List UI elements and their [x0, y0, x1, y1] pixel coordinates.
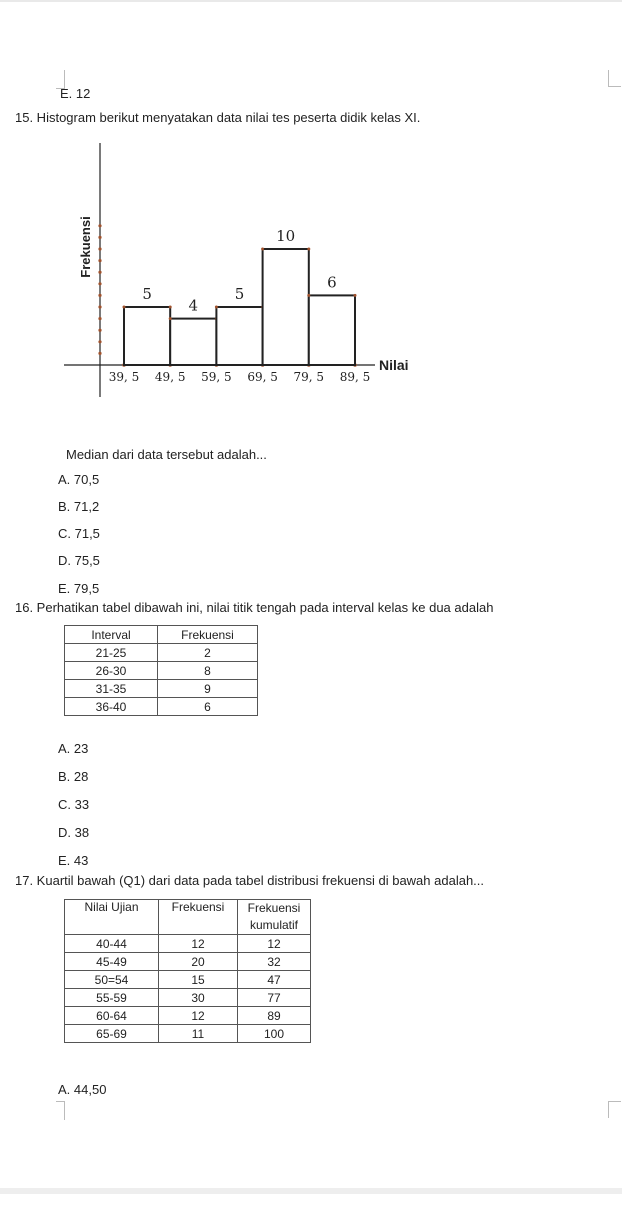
x-tick-label: 79, 5: [293, 370, 325, 384]
histogram-bar: [124, 307, 170, 365]
bar-corner-dot: [261, 248, 264, 251]
q17-option-a[interactable]: A. 44,50: [58, 1082, 107, 1097]
y-axis-tick: [98, 340, 101, 343]
table-row: [65, 680, 258, 698]
table-cell: 100: [238, 1025, 311, 1043]
table-cell: 50=54: [65, 971, 159, 989]
table-cell: 2: [158, 644, 258, 662]
data-label: 5: [142, 285, 152, 303]
y-axis-tick: [98, 317, 101, 320]
table-row: [65, 1025, 311, 1043]
q15-question: Median dari data tersebut adalah...: [66, 447, 267, 462]
table-cell: 15: [159, 971, 238, 989]
crop-corner-bottom-right: [608, 1101, 621, 1118]
x-axis-label: Nilai: [379, 357, 409, 373]
table-row: [65, 698, 258, 716]
y-axis-tick: [98, 305, 101, 308]
q15-option-e[interactable]: E. 79,5: [58, 581, 100, 596]
table-cell: 20: [159, 953, 238, 971]
table-cell: 11: [159, 1025, 238, 1043]
table-cell: 30: [159, 989, 238, 1007]
x-tick-label: 39, 5: [108, 370, 140, 384]
table-row: [65, 989, 311, 1007]
table-row: [65, 662, 258, 680]
table-header-row: [65, 900, 311, 935]
q15-option-b[interactable]: B. 71,2: [58, 499, 100, 514]
table-cell: 12: [159, 935, 238, 953]
y-axis-tick: [98, 259, 101, 262]
histogram-bar: [263, 249, 309, 365]
table-header-cell: Interval: [65, 626, 158, 644]
table-header-cell: Nilai Ujian: [65, 900, 159, 935]
q16-title: 16. Perhatikan tabel dibawah ini, nilai titik tengah pada interval kelas ke dua adalah: [15, 600, 494, 615]
y-axis-tick: [98, 352, 101, 355]
data-label: 10: [276, 227, 296, 245]
bar-corner-dot: [123, 306, 126, 309]
table-cell: 32: [238, 953, 311, 971]
q16-table: [64, 625, 258, 716]
bar-corner-dot: [215, 306, 218, 309]
q16-option-c[interactable]: C. 33: [58, 797, 90, 812]
bar-corner-dot: [307, 294, 310, 297]
y-axis-tick: [98, 329, 101, 332]
y-axis-label: Frekuensi: [78, 216, 93, 278]
data-label: 4: [188, 296, 199, 315]
table-header-cell: Frekuensi kumulatif: [238, 900, 311, 935]
x-tick-label: 69, 5: [247, 370, 278, 384]
q17-table: [64, 899, 311, 1043]
table-row: [65, 644, 258, 662]
histogram-bar: [216, 307, 262, 365]
x-tick-label: 49, 5: [154, 370, 186, 384]
top-divider: [0, 0, 622, 2]
table-cell: 89: [238, 1007, 311, 1025]
data-label: 5: [234, 285, 245, 303]
data-label: 6: [327, 273, 337, 292]
previous-option-e: E. 12: [60, 86, 91, 101]
table-cell: 8: [158, 662, 258, 680]
table-cell: 55-59: [65, 989, 159, 1007]
table-row: [65, 1007, 311, 1025]
table-cell: 60-64: [65, 1007, 159, 1025]
table-cell: 36-40: [65, 698, 158, 716]
table-cell: 77: [238, 989, 311, 1007]
q16-option-e[interactable]: E. 43: [58, 853, 89, 868]
q15-option-d[interactable]: D. 75,5: [58, 553, 100, 568]
table-cell: 45-49: [65, 953, 159, 971]
x-tick-label: 89, 5: [339, 370, 371, 384]
y-axis-tick: [98, 271, 101, 274]
q16-option-a[interactable]: A. 23: [58, 741, 89, 756]
q15-title: 15. Histogram berikut menyatakan data nilai tes peserta didik kelas XI.: [15, 110, 421, 125]
table-cell: 12: [159, 1007, 238, 1025]
bar-corner-dot: [307, 248, 310, 251]
table-cell: 21-25: [65, 644, 158, 662]
table-row: [65, 935, 311, 953]
q16-option-d[interactable]: D. 38: [58, 825, 90, 840]
table-cell: 65-69: [65, 1025, 159, 1043]
q16-option-b[interactable]: B. 28: [58, 769, 89, 784]
y-axis-tick: [98, 294, 101, 297]
q17-title: 17. Kuartil bawah (Q1) dari data pada tabel distribusi frekuensi di bawah adalah...: [15, 873, 485, 888]
table-cell: 9: [158, 680, 258, 698]
bottom-divider: [0, 1188, 622, 1194]
histogram-bar: [309, 295, 355, 365]
table-row: [65, 971, 311, 989]
table-cell: 40-44: [65, 935, 159, 953]
bar-corner-dot: [169, 317, 172, 320]
table-header-cell: Frekuensi: [158, 626, 258, 644]
x-tick-label: 59, 5: [201, 370, 232, 384]
table-cell: 12: [238, 935, 311, 953]
table-header-cell: Frekuensi: [159, 900, 238, 935]
bar-corner-dot: [354, 294, 357, 297]
y-axis-tick: [98, 224, 101, 227]
table-row: [65, 953, 311, 971]
crop-corner-bottom-left: [56, 1101, 65, 1120]
y-axis-tick: [98, 236, 101, 239]
crop-corner-top-right: [608, 70, 621, 87]
histogram-chart: [60, 135, 420, 400]
histogram-bar: [170, 319, 216, 365]
table-cell: 26-30: [65, 662, 158, 680]
q15-option-a[interactable]: A. 70,5: [58, 472, 100, 487]
table-cell: 47: [238, 971, 311, 989]
table-cell: 31-35: [65, 680, 158, 698]
q15-option-c[interactable]: C. 71,5: [58, 526, 100, 541]
table-header-row: [65, 626, 258, 644]
y-axis-tick: [98, 282, 101, 285]
y-axis-tick: [98, 247, 101, 250]
table-cell: 6: [158, 698, 258, 716]
bar-corner-dot: [169, 306, 172, 309]
